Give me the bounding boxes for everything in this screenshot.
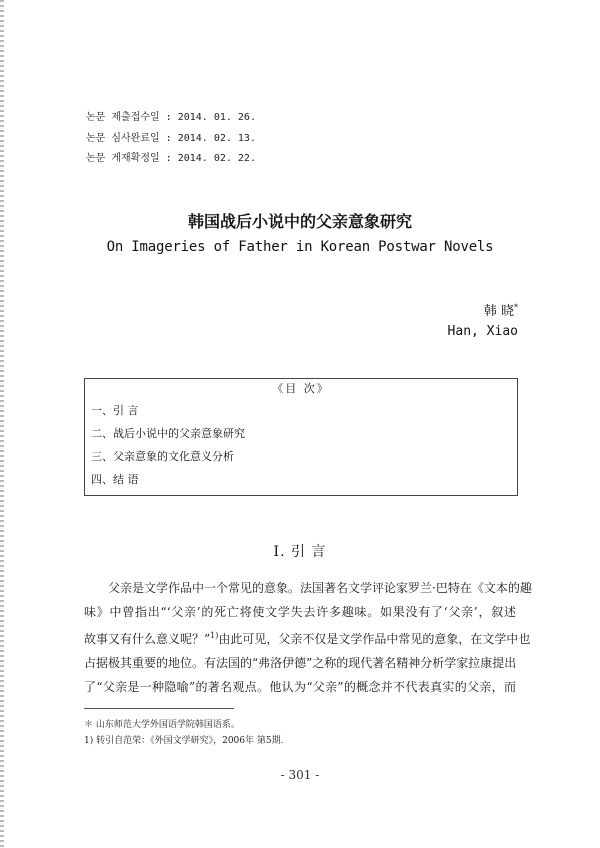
section-heading-introduction: Ⅰ. 引 言 <box>273 544 327 560</box>
table-of-contents <box>84 378 518 496</box>
footnotes <box>84 717 283 749</box>
paper-title-chinese: 韩国战后小说中的父亲意象研究 <box>187 212 412 231</box>
toc-item-cultural-meaning: 三、父亲意象的文化意义分析 <box>91 450 234 463</box>
page-edge-decoration <box>0 0 4 848</box>
body-line: 故事又有什么意义呢？”$^{1)}$由此可见，父亲不仅是文学作品中常见的意象，在文学中也 <box>84 631 531 647</box>
toc-list <box>91 399 245 491</box>
footnote-source: 1) 转引自范荣：《外国文学研究》，2006年 第5期. <box>84 736 284 746</box>
author-footnote-mark: * <box>514 303 518 312</box>
paper-title-english: On Imageries of Father in Korean Postwar Novels <box>106 239 494 255</box>
toc-item-father-imagery: 二、战后小说中的父亲意象研究 <box>91 427 245 440</box>
body-paragraph <box>84 577 532 700</box>
submission-received-line: 논문 제출접수일 : 2014. 01. 26. <box>86 112 256 123</box>
toc-heading: 《目 次》 <box>272 382 330 395</box>
footnote-author-affiliation: ＊ 山东师范大学外国语学院韩国语系。 <box>84 720 240 730</box>
author-name-chinese: 韩 晓* <box>483 303 518 319</box>
submission-info <box>86 108 256 170</box>
page-number: - 301 - <box>280 768 320 782</box>
footnote-divider <box>84 708 234 709</box>
toc-item-conclusion: 四、结 语 <box>91 473 139 486</box>
author-name-english: Han, Xiao <box>447 324 518 339</box>
footnote-ref: 1) <box>210 631 219 641</box>
body-line: 父亲是文学作品中一个常见的意象。法国著名文学评论家罗兰·巴特在《文本的趣 <box>108 581 532 595</box>
publication-confirmed-line: 논문 게재확정일 : 2014. 02. 22. <box>86 153 256 164</box>
review-completed-line: 논문 심사완료일 : 2014. 02. 13. <box>86 132 256 144</box>
body-line: 了“父亲是一种隐喻”的著名观点。他认为“父亲”的概念并不代表真实的父亲，而 <box>84 679 516 694</box>
body-line: 味》中曾指出“‘父亲’的死亡将使文学失去许多趣味。如果没有了‘父亲’，叙述 <box>84 604 516 619</box>
toc-item-introduction: 一、引 言 <box>91 404 139 417</box>
body-line: 占据极其重要的地位。有法国的“弗洛伊德”之称的现代著名精神分析学家拉康提出 <box>84 656 517 671</box>
